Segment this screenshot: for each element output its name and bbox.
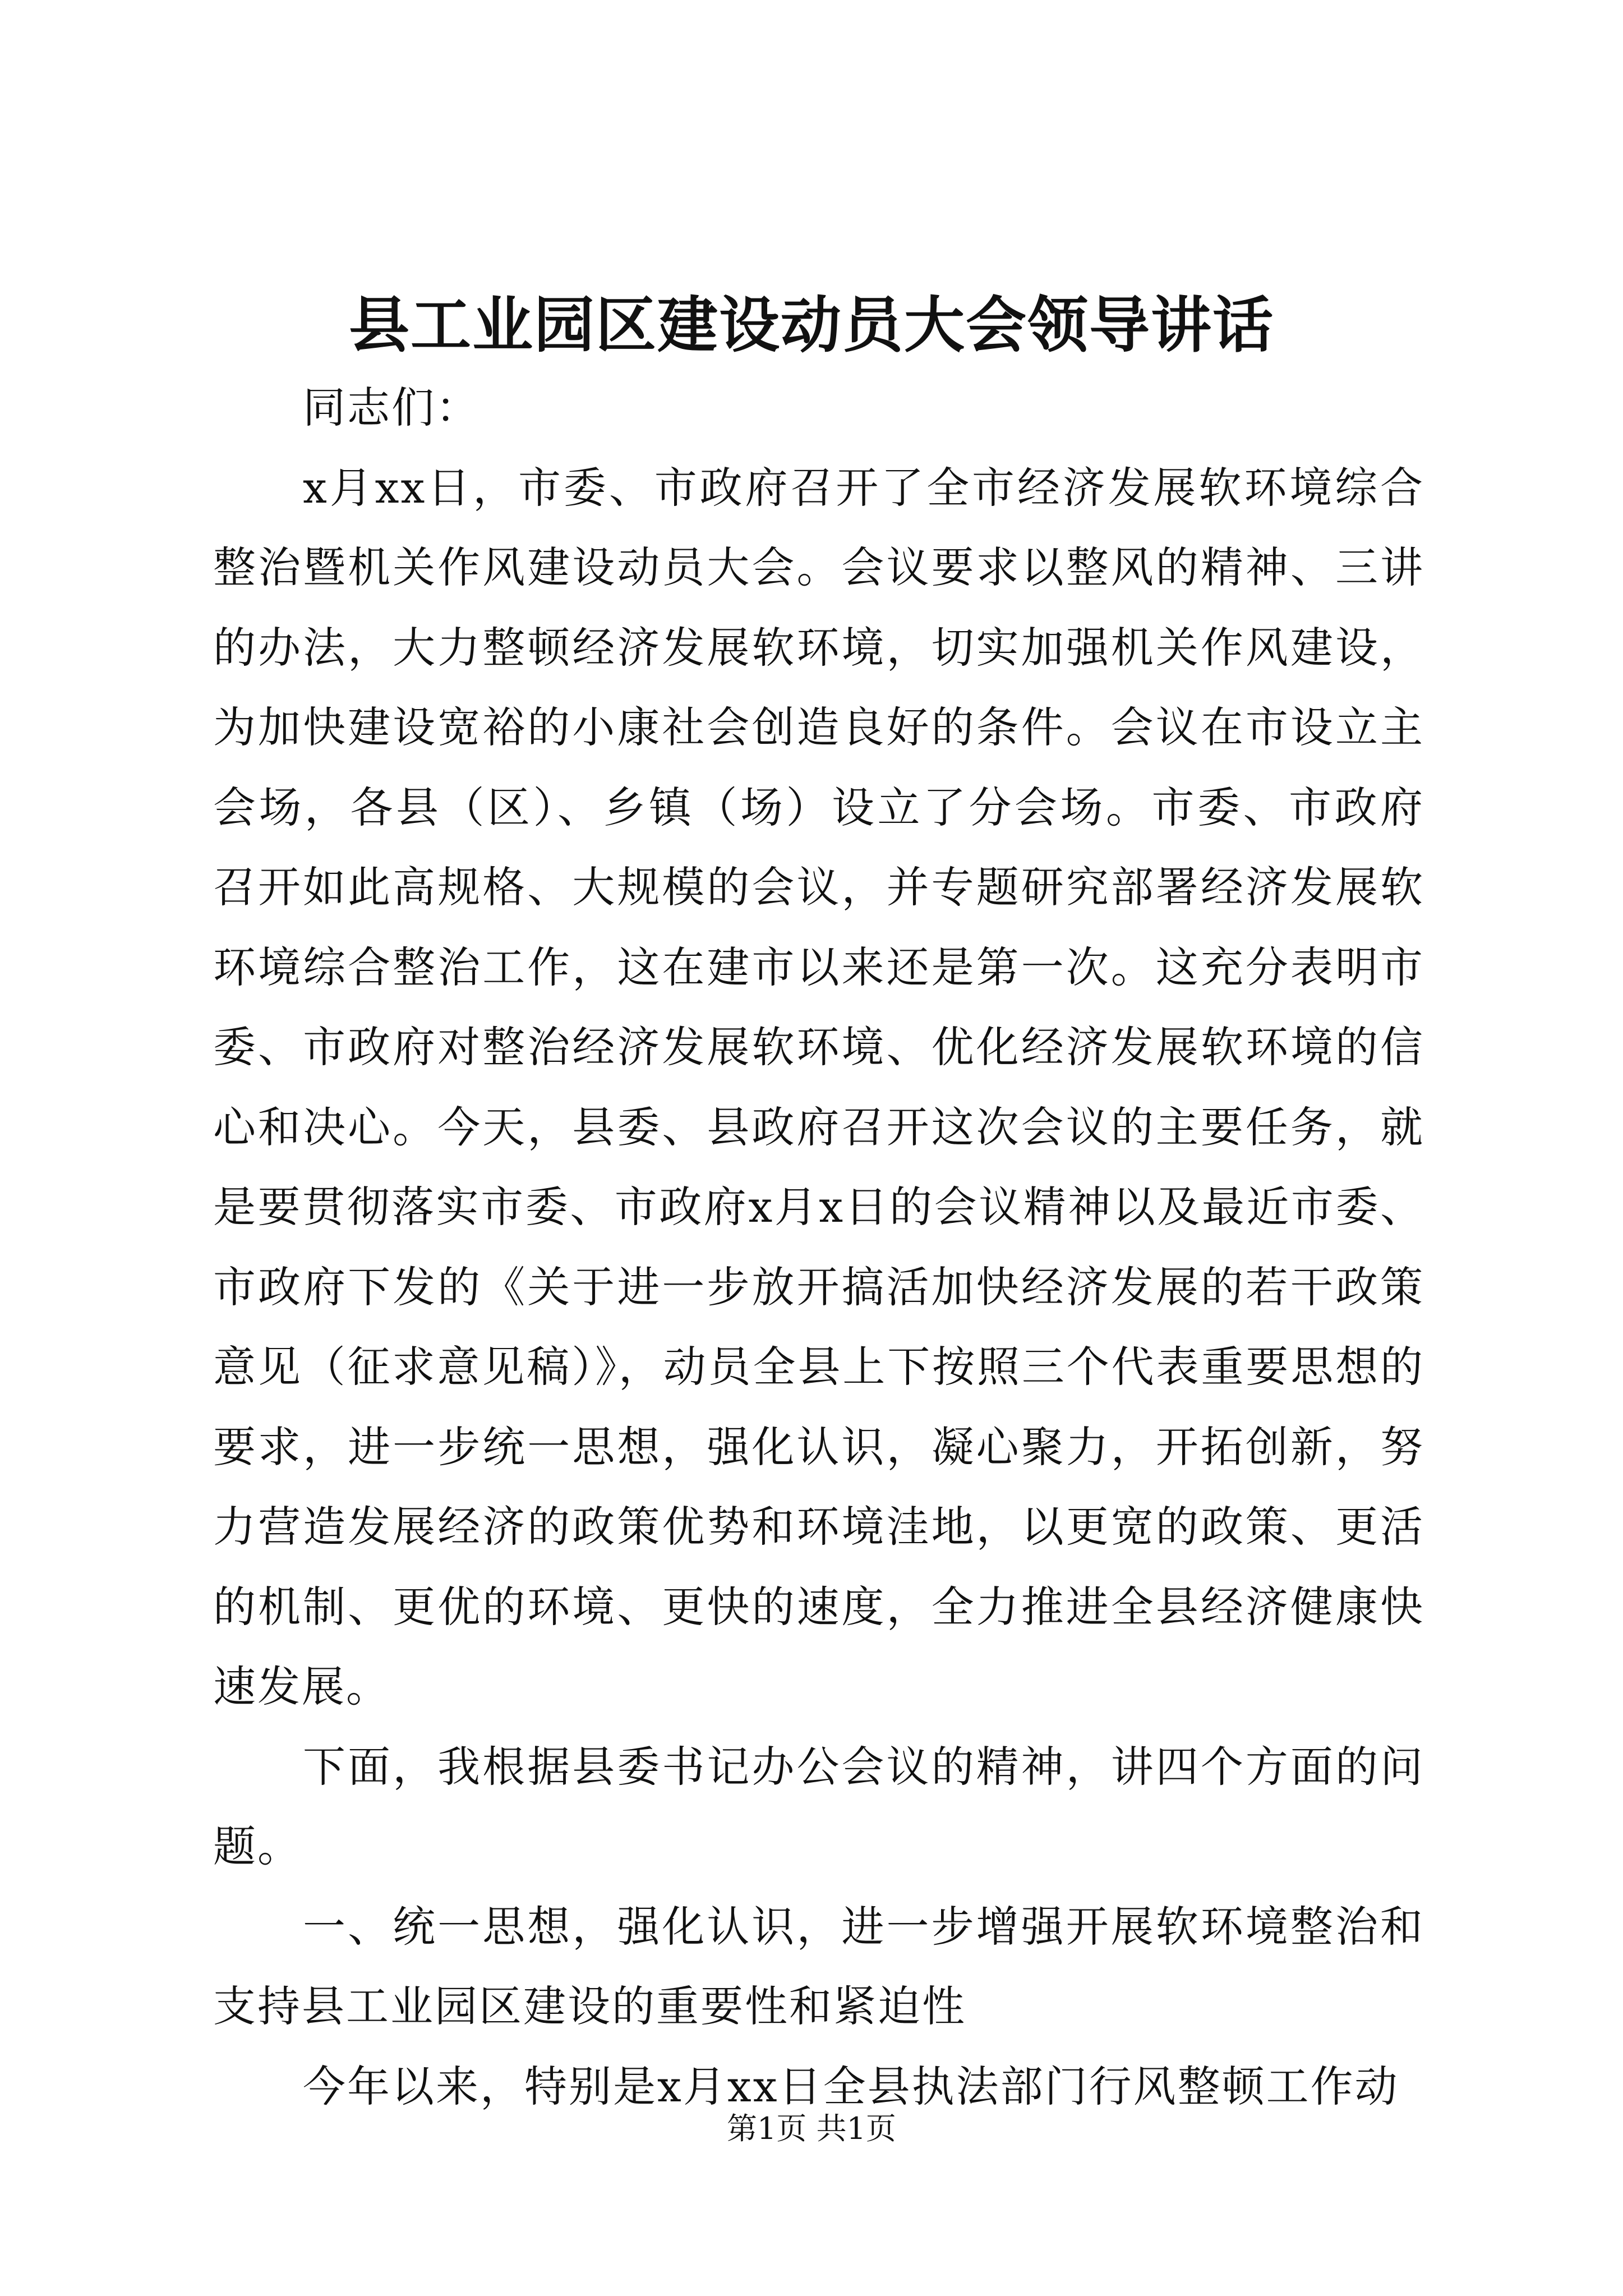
salutation-paragraph: 同志们：	[303, 383, 480, 432]
page-number-footer: 第1页 共1页	[727, 2111, 896, 2146]
body-paragraph-1: x月xx日，市委、市政府召开了全市经济发展软环境综合整治暨机关作风建设动员大会。会议要求以整风的精神、三讲的办法，大力整顿经济发展软环境，切实加强机关作风建设，为加快建设宽裕的小康社会创造良好的条件。会议在市设立主会场，各县（区）、乡镇（场）设立了分会场。市委、市政府召开如此高规格、大规模的会议，并专题研究部署经济发展软环境综合整治工作，这在建市以来还是第一次。这充分表明市委、市政府对整治经济发展软环境、优化经济发展软环境的信心和决心。今天，县委、县政府召开这次会议的主要任务，就是要贯彻落实市委、市政府x月x日的会议精神以及最近市委、市政府下发的《关于进一步放开搞活加快经济发展的若干政策意见（征求意见稿）》，动员全县上下按照三个代表重要思想的要求，进一步统一思想，强化认识，凝心聚力，开拓创新，努力营造发展经济的政策优势和环境洼地，以更宽的政策、更活的机制、更优的环境、更快的速度，全力推进全县经济健康快速发展。	[213, 462, 1424, 1711]
body-paragraph-2: 下面，我根据县委书记办公会议的精神，讲四个方面的问题。	[213, 1741, 1424, 1871]
document-body	[213, 368, 1424, 2127]
body-paragraph-3: 今年以来，特别是x月xx日全县执法部门行风整顿工作动	[303, 2061, 1399, 2111]
section-heading-1: 一、统一思想，强化认识，进一步增强开展软环境整治和支持县工业园区建设的重要性和紧迫性	[213, 1901, 1424, 2031]
document-title: 县工业园区建设动员大会领导讲话	[348, 290, 1274, 361]
